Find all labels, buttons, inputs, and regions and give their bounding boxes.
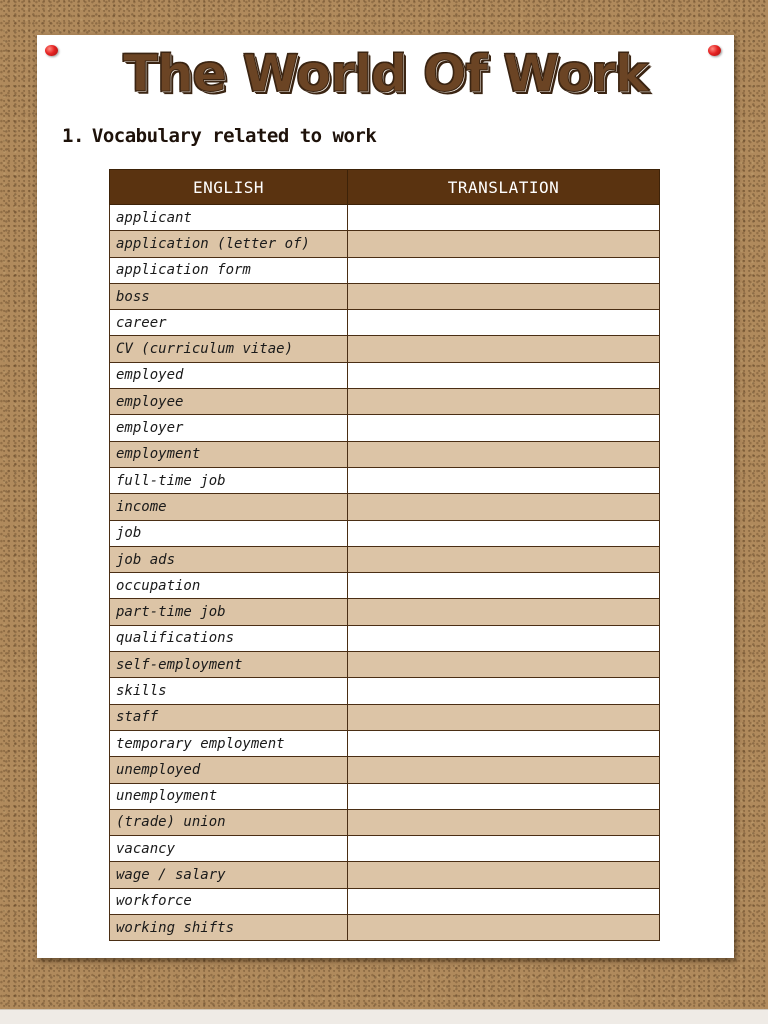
table-row: [110, 573, 660, 599]
english-term-cell: job ads: [110, 546, 348, 572]
translation-cell[interactable]: [348, 652, 660, 678]
table-row: [110, 915, 660, 941]
english-term-cell: boss: [110, 283, 348, 309]
english-term-cell: working shifts: [110, 915, 348, 941]
table-row: [110, 231, 660, 257]
translation-cell[interactable]: [348, 494, 660, 520]
translation-cell[interactable]: [348, 862, 660, 888]
english-term-cell: temporary employment: [110, 730, 348, 756]
english-term-cell: occupation: [110, 573, 348, 599]
english-term-cell: qualifications: [110, 625, 348, 651]
english-term-cell: staff: [110, 704, 348, 730]
column-header-english: ENGLISH: [110, 170, 348, 205]
table-row: [110, 283, 660, 309]
table-row: [110, 494, 660, 520]
translation-cell[interactable]: [348, 283, 660, 309]
vocabulary-table: [109, 169, 660, 941]
english-term-cell: employment: [110, 441, 348, 467]
english-term-cell: skills: [110, 678, 348, 704]
translation-cell[interactable]: [348, 888, 660, 914]
table-row: [110, 599, 660, 625]
english-term-cell: workforce: [110, 888, 348, 914]
translation-cell[interactable]: [348, 520, 660, 546]
table-row: [110, 441, 660, 467]
table-row: [110, 652, 660, 678]
table-row: [110, 836, 660, 862]
table-row: [110, 730, 660, 756]
table-row: [110, 862, 660, 888]
table-row: [110, 888, 660, 914]
section-number: 1.: [62, 125, 84, 147]
table-row: [110, 336, 660, 362]
table-row: [110, 809, 660, 835]
table-row: [110, 704, 660, 730]
translation-cell[interactable]: [348, 441, 660, 467]
table-row: [110, 362, 660, 388]
table-row: [110, 678, 660, 704]
table-row: [110, 520, 660, 546]
table-row: [110, 205, 660, 231]
section-heading: [62, 125, 376, 147]
translation-cell[interactable]: [348, 205, 660, 231]
english-term-cell: employee: [110, 389, 348, 415]
english-term-cell: (trade) union: [110, 809, 348, 835]
english-term-cell: unemployed: [110, 757, 348, 783]
table-header-row: [110, 170, 660, 205]
table-row: [110, 783, 660, 809]
english-term-cell: income: [110, 494, 348, 520]
english-term-cell: part-time job: [110, 599, 348, 625]
translation-cell[interactable]: [348, 599, 660, 625]
translation-cell[interactable]: [348, 467, 660, 493]
table-row: [110, 257, 660, 283]
english-term-cell: full-time job: [110, 467, 348, 493]
translation-cell[interactable]: [348, 915, 660, 941]
translation-cell[interactable]: [348, 310, 660, 336]
translation-cell[interactable]: [348, 573, 660, 599]
english-term-cell: vacancy: [110, 836, 348, 862]
translation-cell[interactable]: [348, 730, 660, 756]
translation-cell[interactable]: [348, 336, 660, 362]
translation-cell[interactable]: [348, 389, 660, 415]
translation-cell[interactable]: [348, 704, 660, 730]
english-term-cell: CV (curriculum vitae): [110, 336, 348, 362]
section-heading-text: Vocabulary related to work: [91, 125, 377, 147]
table-row: [110, 415, 660, 441]
english-term-cell: employed: [110, 362, 348, 388]
translation-cell[interactable]: [348, 678, 660, 704]
translation-cell[interactable]: [348, 836, 660, 862]
english-term-cell: employer: [110, 415, 348, 441]
table-row: [110, 389, 660, 415]
translation-cell[interactable]: [348, 257, 660, 283]
table-row: [110, 625, 660, 651]
vocabulary-table-body: [110, 205, 660, 941]
english-term-cell: job: [110, 520, 348, 546]
translation-cell[interactable]: [348, 783, 660, 809]
page-title: The World Of Work: [123, 45, 648, 104]
english-term-cell: self-employment: [110, 652, 348, 678]
english-term-cell: application form: [110, 257, 348, 283]
english-term-cell: applicant: [110, 205, 348, 231]
translation-cell[interactable]: [348, 231, 660, 257]
worksheet-paper: [37, 35, 734, 958]
table-row: [110, 757, 660, 783]
english-term-cell: application (letter of): [110, 231, 348, 257]
english-term-cell: career: [110, 310, 348, 336]
translation-cell[interactable]: [348, 362, 660, 388]
table-row: [110, 467, 660, 493]
bottom-strip: [0, 1009, 768, 1024]
translation-cell[interactable]: [348, 415, 660, 441]
translation-cell[interactable]: [348, 625, 660, 651]
translation-cell[interactable]: [348, 757, 660, 783]
column-header-translation: TRANSLATION: [348, 170, 660, 205]
translation-cell[interactable]: [348, 809, 660, 835]
table-row: [110, 546, 660, 572]
table-row: [110, 310, 660, 336]
english-term-cell: wage / salary: [110, 862, 348, 888]
english-term-cell: unemployment: [110, 783, 348, 809]
translation-cell[interactable]: [348, 546, 660, 572]
